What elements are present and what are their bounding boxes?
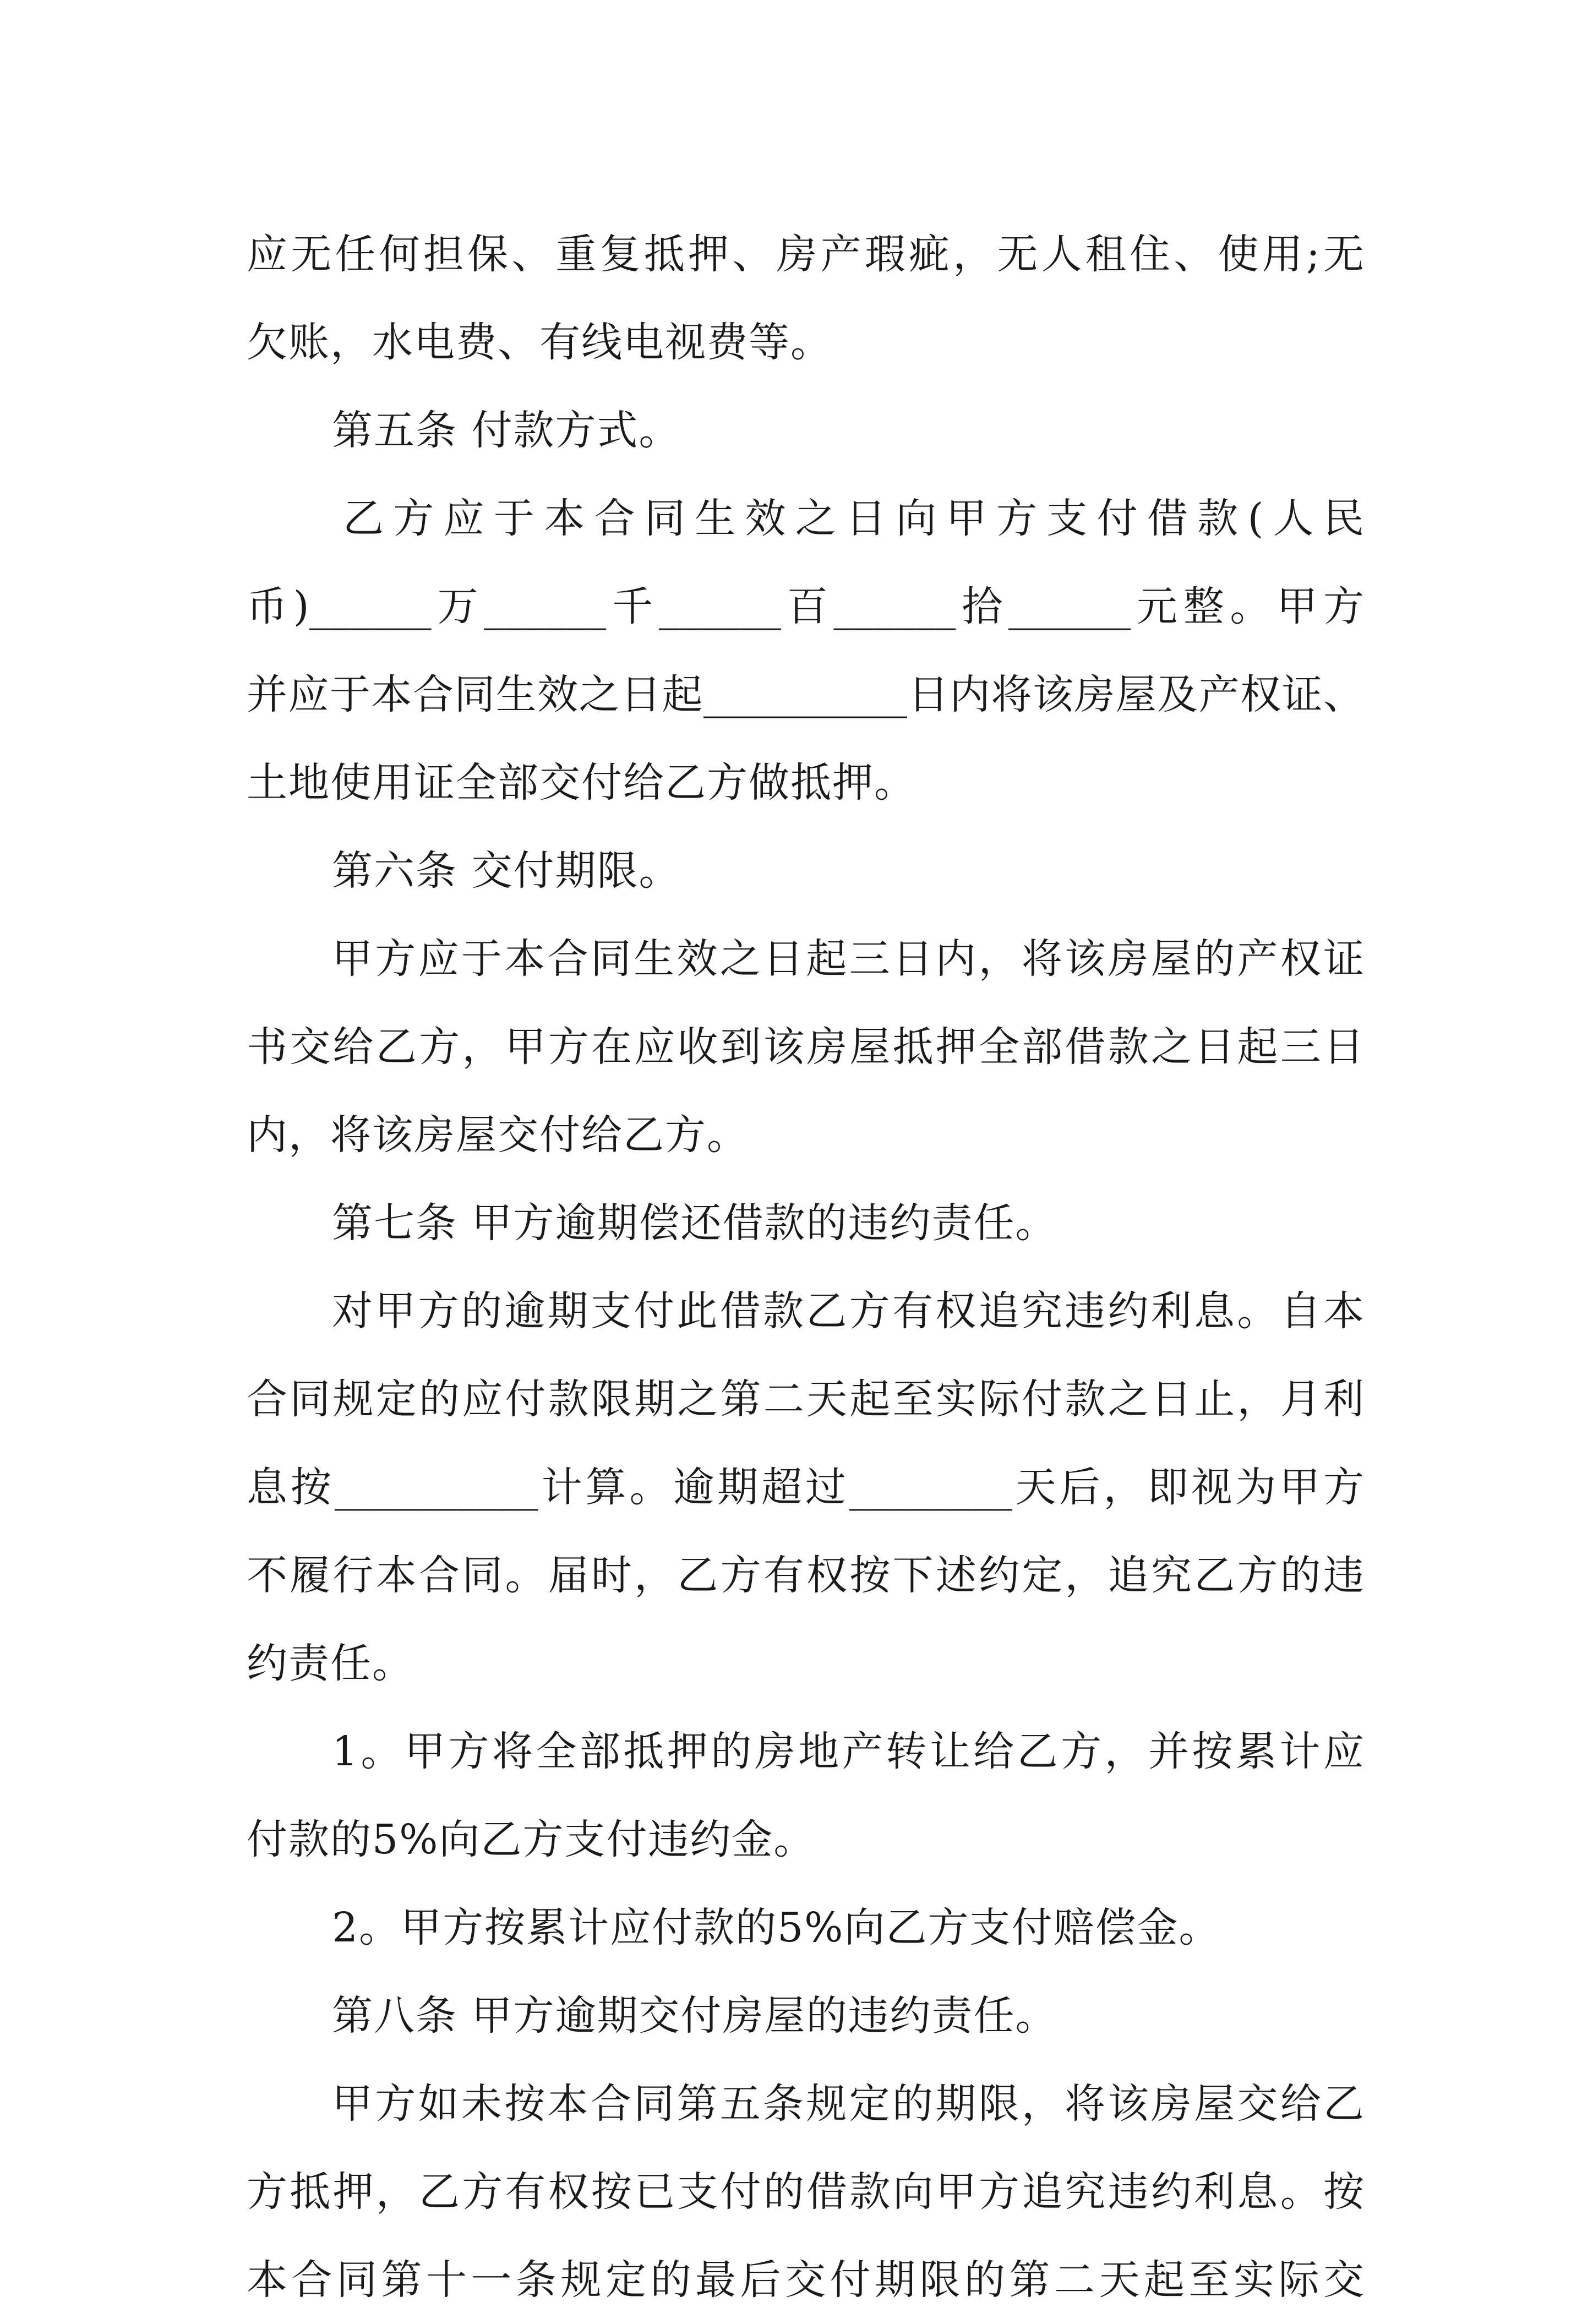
text-line: 并应于本合同生效之日起__________日内将该房屋及产权证、	[247, 671, 1364, 718]
text-line: 方抵押，乙方有权按已支付的借款向甲方追究违约利息。按	[247, 2168, 1364, 2216]
text-line: 书交给乙方，甲方在应收到该房屋抵押全部借款之日起三日	[247, 1023, 1364, 1071]
document-page	[247, 210, 1364, 2324]
text-line: 对甲方的逾期支付此借款乙方有权追究违约利息。自本	[332, 1288, 1364, 1335]
text-line: 合同规定的应付款限期之第二天起至实际付款之日止，月利	[247, 1376, 1364, 1423]
text-line: 不履行本合同。届时，乙方有权按下述约定，追究乙方的违	[247, 1552, 1364, 1599]
text-line: 应无任何担保、重复抵押、房产瑕疵，无人租住、使用;无	[247, 231, 1364, 278]
text-line: 欠账，水电费、有线电视费等。	[247, 319, 832, 366]
text-line: 2。甲方按累计应付款的5%向乙方支付赔偿金。	[332, 1904, 1221, 1951]
text-line: 乙方应于本合同生效之日向甲方支付借款(人民	[343, 495, 1364, 542]
text-line: 土地使用证全部交付给乙方做抵押。	[247, 759, 916, 806]
text-line: 币)______万______千______百______拾______元整。甲方	[247, 583, 1364, 630]
section-heading: 第八条 甲方逾期交付房屋的违约责任。	[332, 1992, 1057, 2039]
text-line: 约责任。	[247, 1640, 414, 1687]
text-line: 付款的5%向乙方支付违约金。	[247, 1816, 816, 1863]
text-line: 内，将该房屋交付给乙方。	[247, 1111, 749, 1159]
text-line: 甲方如未按本合同第五条规定的期限，将该房屋交给乙	[332, 2080, 1364, 2127]
text-line: 本合同第十一条规定的最后交付期限的第二天起至实际交	[247, 2256, 1364, 2304]
text-line: 甲方应于本合同生效之日起三日内，将该房屋的产权证	[332, 935, 1364, 983]
text-line: 1。甲方将全部抵押的房地产转让给乙方，并按累计应	[332, 1728, 1364, 1775]
section-heading: 第六条 交付期限。	[332, 847, 681, 894]
section-heading: 第七条 甲方逾期偿还借款的违约责任。	[332, 1199, 1057, 1247]
text-line: 息按__________计算。逾期超过________天后，即视为甲方	[247, 1464, 1364, 1511]
section-heading: 第五条 付款方式。	[332, 407, 681, 454]
